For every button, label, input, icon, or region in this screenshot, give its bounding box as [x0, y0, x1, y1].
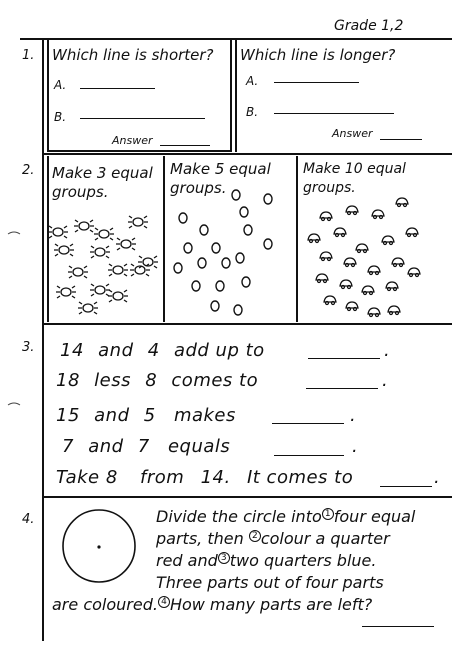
circle-icon [264, 194, 272, 204]
car-icon [396, 198, 408, 207]
car-icon [382, 236, 394, 245]
q3-l1-a: 14 [60, 340, 84, 361]
car-icon [316, 274, 328, 283]
q3-line-4 [62, 436, 452, 457]
q3-l4-b: and [88, 436, 124, 457]
q4-line1b-text: four equal [333, 507, 416, 526]
circle-icon [184, 243, 192, 253]
q4-mark-1: 1 [322, 508, 334, 520]
circle-icon [216, 281, 224, 291]
car-icon [324, 296, 336, 305]
q4-line5-text: are coloured. [52, 595, 158, 614]
circle-icon [200, 225, 208, 235]
q3-l1-d: add up to [173, 340, 265, 361]
q3-l5-d: It comes to [246, 467, 354, 488]
bug-icon [94, 228, 114, 240]
car-icon [340, 280, 352, 289]
q4-mark-4: 4 [158, 596, 170, 608]
q4-line-2 [156, 528, 446, 550]
bug-icon [128, 216, 148, 228]
circle-icon [212, 243, 220, 253]
q1-right-prompt: Which line is longer? [240, 46, 396, 64]
q3-l5-b: from [140, 467, 185, 488]
q3-l2-d: comes to [171, 370, 259, 391]
q1-right-option-a: A. [246, 74, 259, 88]
q3-l5-c: 14. [200, 467, 231, 488]
bug-icon [54, 244, 74, 256]
q4-line3-text: red and [156, 551, 218, 570]
circle-icon [232, 190, 240, 200]
circle-icon [179, 213, 187, 223]
circle-icon [240, 207, 248, 217]
q1-left-answer-label: Answer [112, 134, 153, 147]
car-icon [334, 228, 346, 237]
car-icon [368, 308, 380, 317]
q1-number: 1. [22, 48, 35, 63]
circle-icon [192, 281, 200, 291]
q3-l3-end: . [350, 405, 357, 426]
circle-icon [198, 258, 206, 268]
q3-l4-a: 7 [62, 436, 74, 457]
circle-icon-group [174, 190, 272, 315]
q3-line-5 [56, 467, 456, 488]
q4-answer-field[interactable] [362, 626, 434, 627]
q4-line5b-text: How many parts are left? [169, 595, 373, 614]
bug-icon [90, 246, 110, 258]
bug-icon-group [48, 216, 158, 314]
q3-l1-end: . [384, 340, 391, 361]
q2-panel2-line2: groups. [170, 179, 227, 197]
q4-line-1 [156, 506, 446, 528]
car-icon-group [308, 198, 420, 317]
car-icon [408, 268, 420, 277]
car-icon [320, 212, 332, 221]
car-icon [320, 252, 332, 261]
q3-answer-1[interactable] [308, 358, 380, 359]
circle-center-dot [97, 545, 100, 548]
q3-l3-b: and [94, 405, 130, 426]
q4-mark-2: 2 [249, 530, 261, 542]
q4-number: 4. [22, 512, 35, 527]
q3-answer-2[interactable] [306, 388, 378, 389]
bug-icon [48, 226, 68, 238]
bug-icon [130, 264, 150, 276]
q3-l5-a: Take 8 [56, 467, 118, 488]
q3-l3-a: 15 [56, 405, 80, 426]
q3-answer-4[interactable] [274, 455, 344, 456]
circle-icon [242, 277, 250, 287]
q3-l1-b: and [98, 340, 134, 361]
car-icon [362, 286, 374, 295]
circle-icon [264, 239, 272, 249]
q4-instructions [156, 506, 446, 594]
q2-number: 2. [22, 163, 35, 178]
q4-line1-text: Divide the circle into [156, 507, 322, 526]
q1-left-option-a: A. [54, 78, 67, 92]
q3-l2-c: 8 [145, 370, 158, 391]
grade-label: Grade 1,2 [334, 18, 404, 34]
q2-panel3-line1: Make 10 equal [303, 161, 406, 177]
q1-right-option-b: B. [246, 105, 259, 119]
car-icon [386, 282, 398, 291]
bug-icon [68, 266, 88, 278]
q4-line3b-text: two quarters blue. [229, 551, 377, 570]
q4-line2-text: parts, then [156, 529, 244, 548]
q4-line2b-text: colour a quarter [260, 529, 390, 548]
q3-l4-end: . [352, 436, 359, 457]
q3-answer-3[interactable] [272, 423, 344, 424]
q1-left-prompt: Which line is shorter? [52, 46, 214, 64]
car-icon [372, 210, 384, 219]
car-icon [368, 266, 380, 275]
q1-left-option-b: B. [54, 110, 67, 124]
q4-mark-3: 3 [218, 552, 230, 564]
bug-icon [74, 220, 94, 232]
car-icon [344, 258, 356, 267]
q3-l2-b: less [94, 370, 131, 391]
circle-icon [174, 263, 182, 273]
car-icon [356, 244, 368, 253]
q3-l3-d: makes [173, 405, 236, 426]
circle-icon [244, 225, 252, 235]
bug-icon [108, 290, 128, 302]
q2-panel2-line1: Make 5 equal [170, 160, 271, 178]
q4-line-4: Three parts out of four parts [156, 573, 384, 592]
q2-panel1-line2: groups. [52, 183, 109, 201]
margin-tick-1 [8, 232, 20, 234]
q3-line-1 [60, 340, 450, 361]
circle-icon [236, 253, 244, 263]
bug-icon [90, 284, 110, 296]
car-icon [392, 258, 404, 267]
q3-l2-a: 18 [56, 370, 80, 391]
margin-tick-2 [8, 403, 20, 405]
circle-icon [234, 305, 242, 315]
car-icon [346, 206, 358, 215]
q3-number: 3. [22, 340, 35, 355]
q3-l4-c: 7 [137, 436, 150, 457]
q3-answer-5[interactable] [380, 486, 432, 487]
car-icon [406, 228, 418, 237]
q1-right-answer-label: Answer [332, 127, 373, 140]
car-icon [388, 306, 400, 315]
bug-icon [56, 286, 76, 298]
q4-line-5 [52, 594, 452, 616]
q3-l2-end: . [382, 370, 389, 391]
car-icon [346, 302, 358, 311]
q2-panel1-line1: Make 3 equal [52, 164, 153, 182]
circle-icon [211, 301, 219, 311]
car-icon [308, 234, 320, 243]
circle-icon [222, 258, 230, 268]
q3-l5-end: . [434, 467, 441, 488]
bug-icon [116, 238, 136, 250]
q4-line-3 [156, 550, 446, 572]
q3-l1-c: 4 [147, 340, 160, 361]
bug-icon [108, 264, 128, 276]
q3-l4-d: equals [167, 436, 231, 457]
bug-icon [78, 302, 98, 314]
q3-l3-c: 5 [143, 405, 156, 426]
q3-line-3 [56, 405, 446, 426]
q2-panel3-line2: groups. [303, 180, 356, 196]
